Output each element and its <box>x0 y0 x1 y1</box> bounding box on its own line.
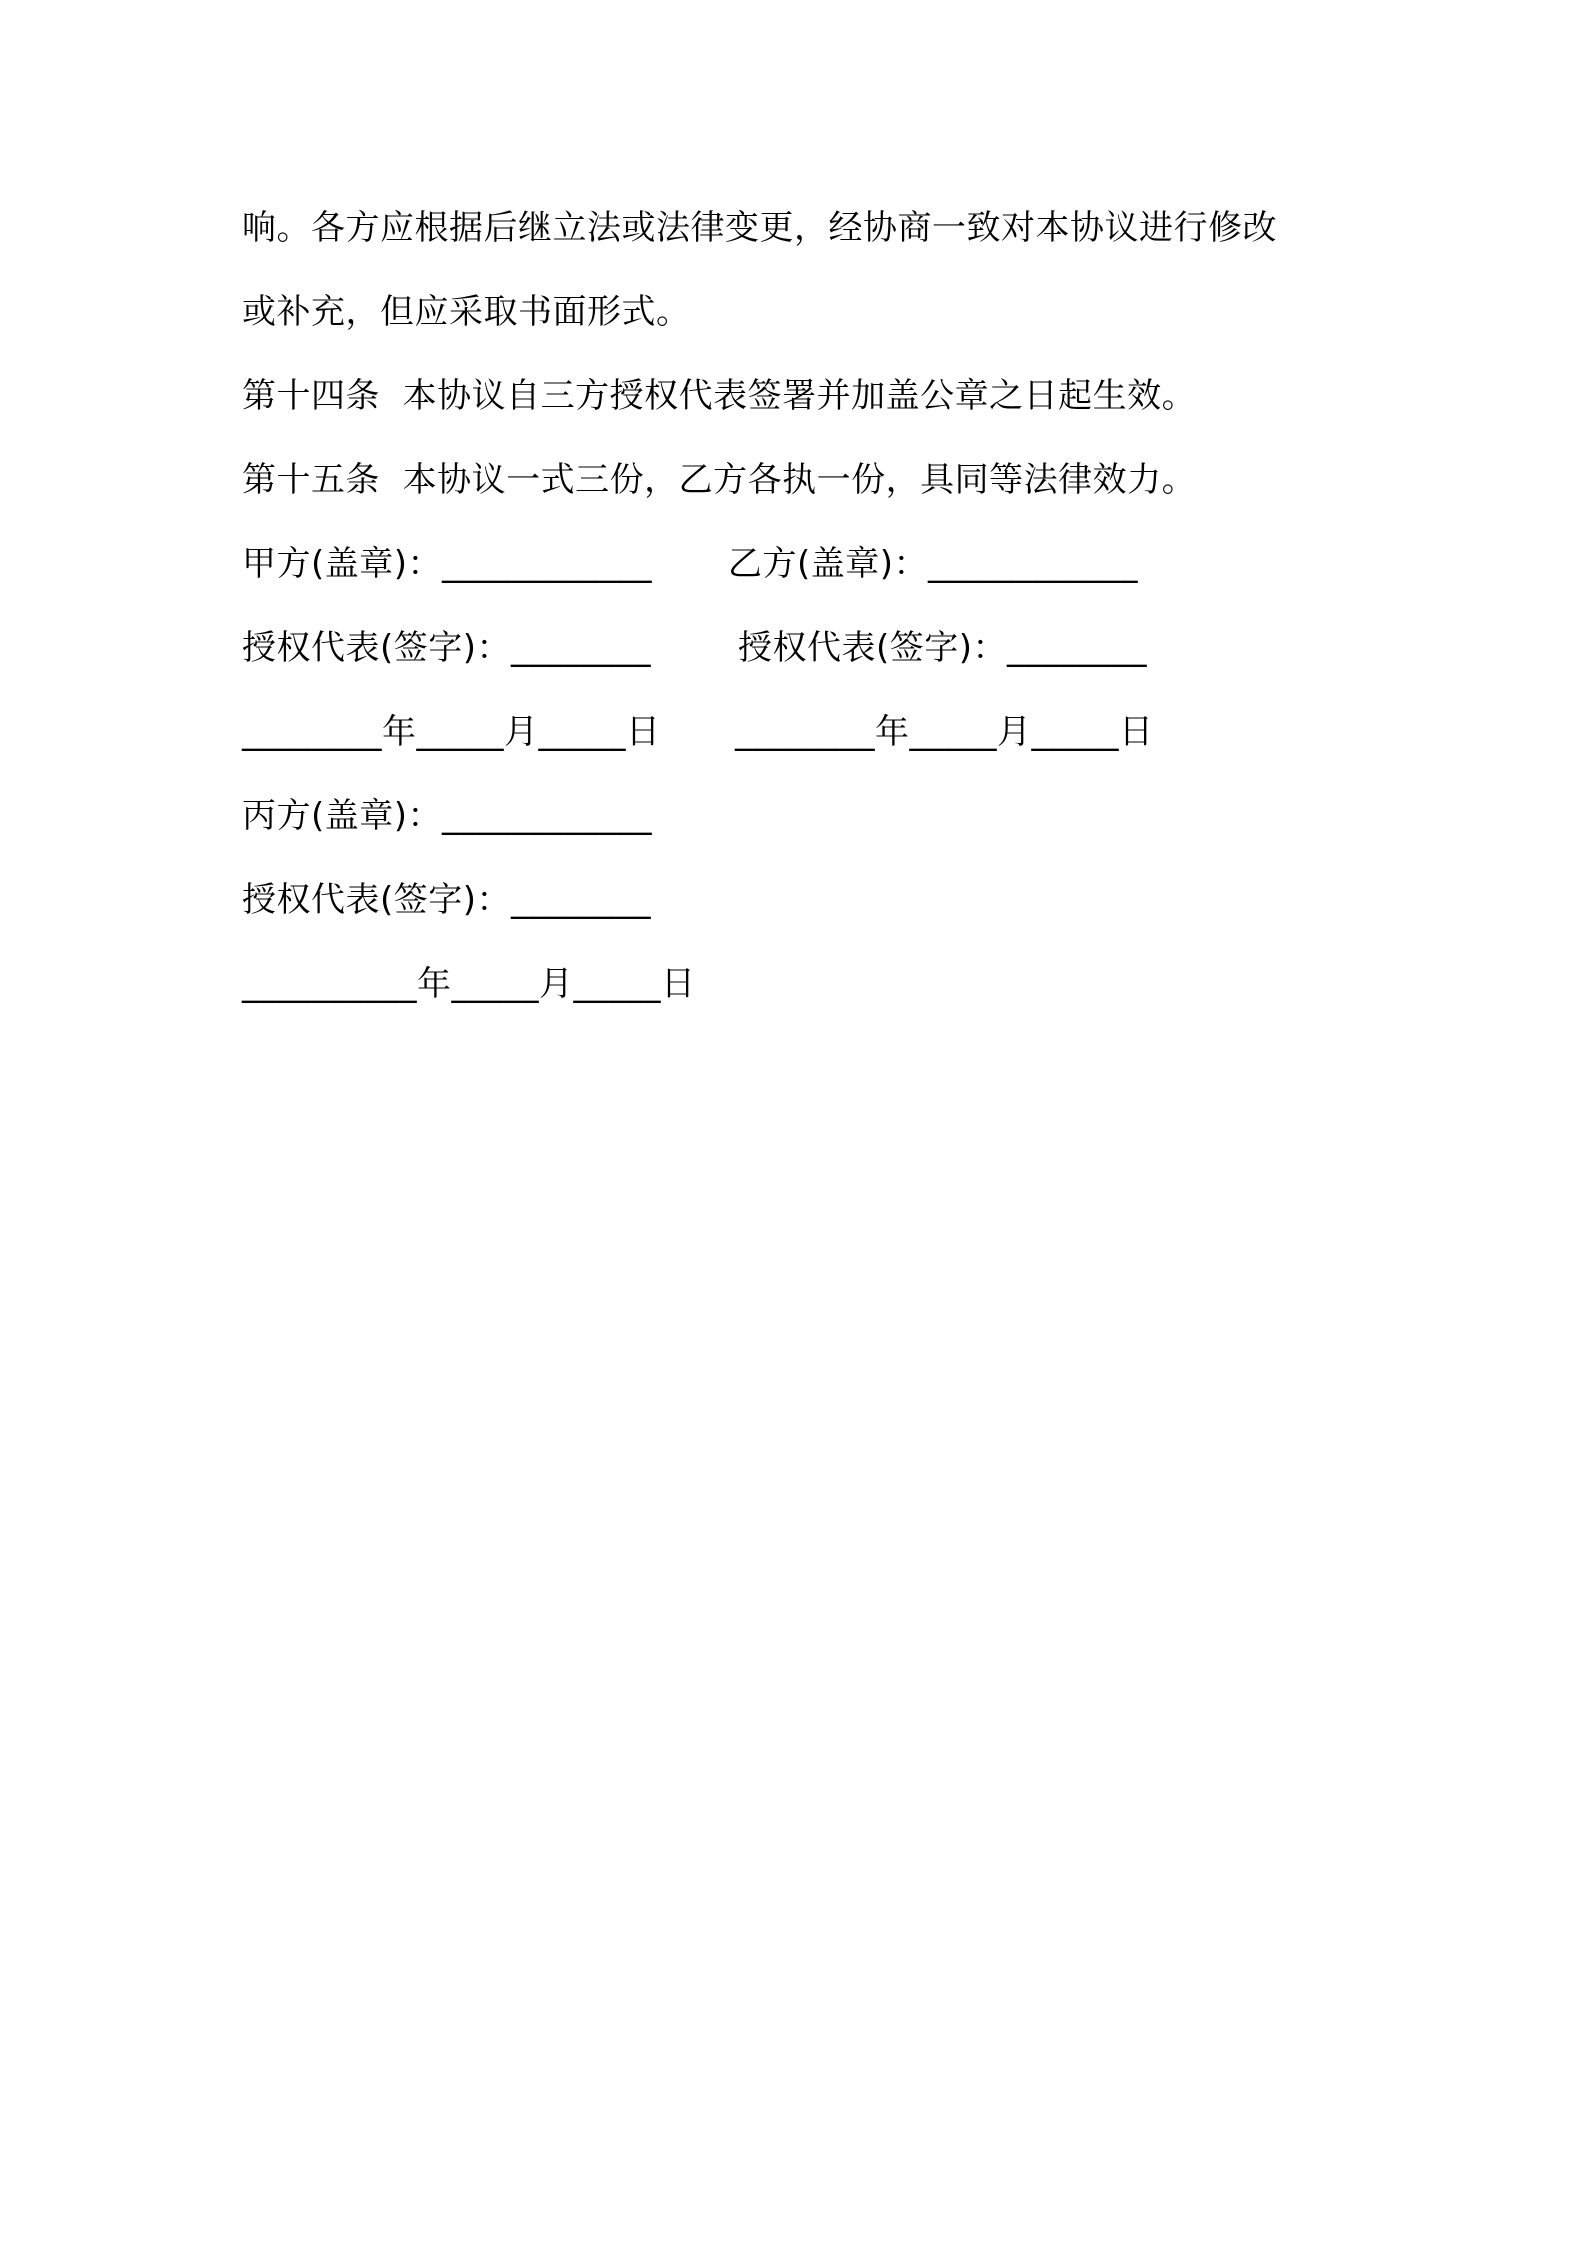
party-c-representative-field: 授权代表(签字)：________ <box>242 880 652 920</box>
party-c-date-field: __________年_____月_____日 <box>242 964 696 1004</box>
party-c-seal-field: 丙方(盖章)：____________ <box>242 796 653 836</box>
paragraph-line-1: 响。各方应根据后继立法或法律变更，经协商一致对本协议进行修改 <box>242 208 1277 248</box>
party-a-representative-field: 授权代表(签字)：________ <box>242 628 652 668</box>
article-14: 第十四条 本协议自三方授权代表签署并加盖公章之日起生效。 <box>242 376 1197 416</box>
paragraph-line-2: 或补充，但应采取书面形式。 <box>242 292 691 332</box>
article-15: 第十五条 本协议一式三份，乙方各执一份，具同等法律效力。 <box>242 460 1197 500</box>
party-a-date-field: ________年_____月_____日 <box>242 712 661 752</box>
party-a-seal-field: 甲方(盖章)：____________ <box>242 544 653 584</box>
party-b-seal-field: 乙方(盖章)：____________ <box>728 544 1139 584</box>
party-b-representative-field: 授权代表(签字)：________ <box>738 628 1148 668</box>
party-b-date-field: ________年_____月_____日 <box>735 712 1154 752</box>
